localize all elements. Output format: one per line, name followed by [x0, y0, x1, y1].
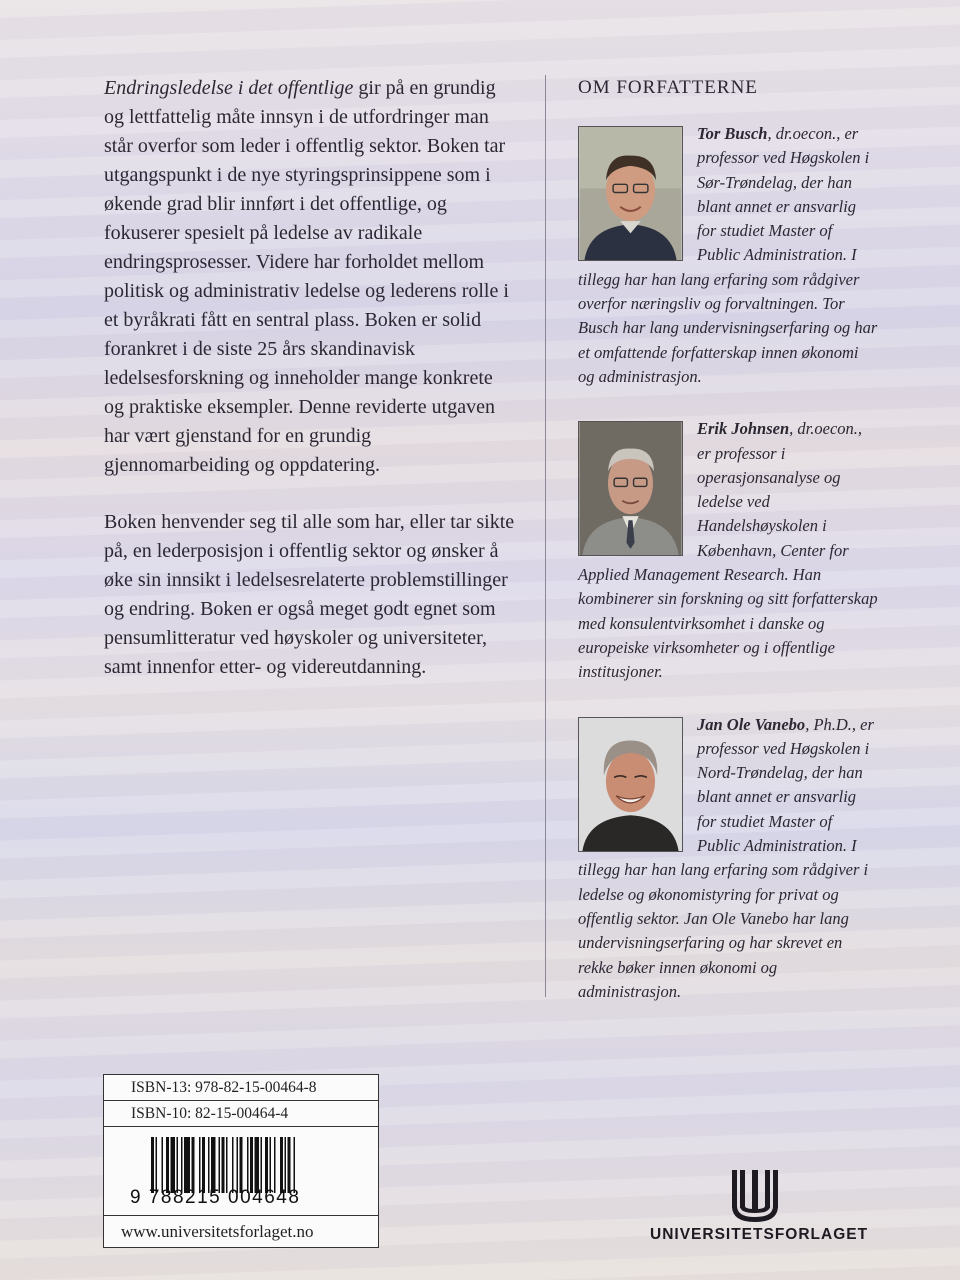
barcode-bars-icon [151, 1137, 331, 1193]
book-title-italic: Endringsledelse i det offentlige [104, 77, 354, 99]
barcode-digits: 9 788215 004648 [130, 1187, 301, 1208]
author-erik-johnsen [578, 417, 878, 684]
isbn-barcode-box [103, 1074, 379, 1248]
author-photo-erik-johnsen [578, 421, 683, 556]
author-bio: , Ph.D., er professor ved Høgskolen i Nord-Trøndelag, der han blant annet er ansvarlig for studiet Master of Public Administration. I tillegg har han lang erfaring som rådgiver i ledelse og økonomistyring for privat og offentlig sektor. Jan Ole Vanebo har lang undervisningserfaring og har skrevet en rekke bøker innen økonomi og administrasjon. [578, 714, 874, 1001]
author-name: Jan Ole Vanebo [697, 714, 806, 734]
publisher-url: www.universitetsforlaget.no [121, 1222, 314, 1241]
authors-section [578, 74, 878, 1032]
publisher-logo-icon [728, 1168, 782, 1224]
description-paragraph-2: Boken henvender seg til alle som har, eller tar sikte på, en lederposisjon i offentlig sektor og ønsker å øke sin innsikt i ledelsesrelaterte problemstillinger og endring. Boken er også meget godt egnet som pensumlitteratur ved høyskoler og universiteter, samt innenfor etter- og videreutdanning. [104, 511, 515, 678]
author-jan-ole-vanebo [578, 713, 878, 1005]
author-name: Tor Busch [697, 124, 768, 143]
isbn-10: ISBN-10: 82-15-00464-4 [104, 1101, 378, 1127]
description-paragraph-1 [104, 74, 516, 480]
book-description [104, 74, 516, 710]
author-tor-busch [578, 122, 878, 389]
author-bio: , dr.oecon., er professor ved Høgskolen i Sør-Trøndelag, der han blant annet er ansvarlig for studiet Master of Public Administration. I tillegg har han lang erfaring som rådgiver overfor næringsliv og forvaltningen. Tor Busch har lang undervisningserfaring og har et omfattende forfatterskap innen økonomi og administrasjon. [578, 124, 878, 386]
author-bio: , dr.oecon., er professor i operasjonsanalyse og ledelse ved Handelshøyskolen i København, Center for Applied Management Research. Han kombinerer sin forskning og sitt forfatterskap med konsulentvirksomhet i danske og europeiske virksomheter og i offentlige institusjoner. [578, 419, 878, 682]
barcode [104, 1127, 378, 1216]
description-paragraph-1-text: gir på en grundig og lettfattelig måte innsyn i de utfordringer man står overfor som leder i offentlig sektor. Boken tar utgangspunkt i de nye styringsprinsippene som i økende grad blir innført i det offentlige, og fokuserer spesielt på ledelse av radikale endringsprosesser. Videre har forholdet mellom politisk og administrativ ledelse og lederens rolle i et byråkrati fått en sentral plass. Boken er solid forankret i de siste 25 års skandinavisk ledelsesforskning og inneholder mange konkrete og praktiske eksempler. Denne reviderte utgaven har vært gjenstand for en grundig gjennomarbeiding og oppdatering. [104, 77, 509, 476]
publisher-name: UNIVERSITETSFORLAGET [650, 1226, 869, 1243]
isbn-13: ISBN-13: 978-82-15-00464-8 [104, 1075, 378, 1101]
author-photo-tor-busch [578, 126, 683, 261]
column-divider [545, 75, 546, 997]
authors-section-title: OM FORFATTERNE [578, 77, 758, 98]
author-name: Erik Johnsen [697, 419, 790, 439]
author-photo-jan-ole-vanebo [578, 717, 683, 852]
publisher-block [650, 1168, 869, 1244]
